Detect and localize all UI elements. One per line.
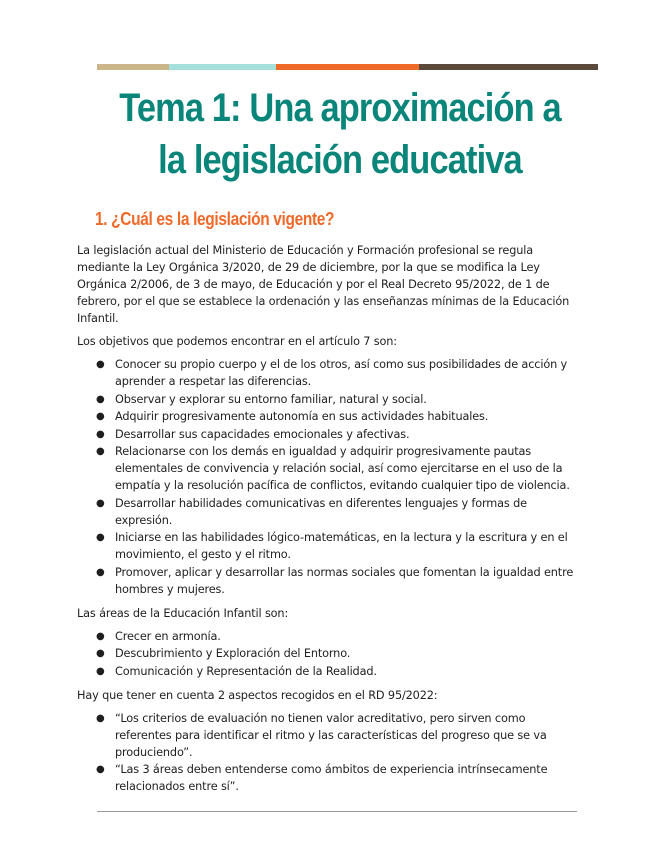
areas-list [77,628,577,680]
objective-text: Adquirir progresivamente autonomía en sus actividades habituales. [115,410,489,423]
list-item [96,645,577,662]
objective-text: Desarrollar habilidades comunicativas en diferentes lenguajes y formas de expresión. [115,496,527,527]
page-title-line-1: Tema 1: Una aproximación a [119,86,561,130]
document-body [77,242,577,802]
bullet-icon: ● [96,428,105,440]
objective-text: Relacionarse con los demás en igualdad y adquirir progresivamente pautas elementales de convivencia y relación social, así como ejercitarse en el uso de la empatía y la resolución pacífica de conflictos, evitando cualquier tipo de violencia. [115,445,570,492]
bullet-icon: ● [96,712,105,724]
list-item [96,426,577,443]
color-bar-segment-aqua [169,64,276,70]
bullet-icon: ● [96,630,105,642]
bullet-icon: ● [96,532,105,543]
footer-divider [97,811,577,812]
objectives-list [77,356,577,598]
list-item [96,443,577,494]
list-item [96,710,577,761]
list-item [96,663,577,680]
bullet-icon: ● [96,411,105,422]
list-item [96,391,577,408]
color-bar-segment-orange [276,64,419,70]
objective-text: Observar y explorar su entorno familiar, natural y social. [115,392,427,406]
objective-text: Promover, aplicar y desarrollar las normas sociales que fomentan la igualdad entre hombres y mujeres. [115,565,574,596]
bullet-icon: ● [96,359,105,370]
area-text: Crecer en armonía. [115,629,221,643]
area-text: Descubrimiento y Exploración del Entorno. [115,647,351,660]
list-item [96,628,577,645]
bullet-icon: ● [96,446,105,457]
aspect-text: “Los criterios de evaluación no tienen valor acreditativo, pero sirven como referentes para identificar el ritmo y las características del progreso que se va produciendo”. [115,711,547,759]
list-item [96,564,577,598]
list-item [96,495,577,529]
intro-paragraph: La legislación actual del Ministerio de Educación y Formación profesional se regula mediante la Ley Orgánica 3/2020, de 29 de diciembre, por la que se modifica la Ley Orgánica 2/2006, de 3 de mayo, de Educación y por el Real Decreto 95/2022, de 1 de febrero, por el que se establece la ordenación y las enseñanzas mínimas de la Educación Infantil. [77,244,570,325]
area-text: Comunicación y Representación de la Realidad. [115,664,377,678]
areas-intro: Las áreas de la Educación Infantil son: [77,606,289,620]
objective-text: Desarrollar sus capacidades emocionales y afectivas. [115,427,410,441]
decorative-color-bar [97,64,598,70]
list-item [96,356,577,390]
objective-text: Iniciarse en las habilidades lógico-matemáticas, en la lectura y la escritura y en el movimiento, el gesto y el ritmo. [115,531,568,561]
bullet-icon: ● [96,665,105,677]
list-item [96,408,577,425]
bullet-icon: ● [96,566,105,578]
list-item [96,529,577,563]
section-heading: 1. ¿Cuál es la legislación vigente? [95,209,335,229]
objective-text: Conocer su propio cuerpo y el de los otros, así como sus posibilidades de acción y aprender a respetar las diferencias. [115,358,568,388]
color-bar-segment-brown [419,64,598,70]
aspects-intro: Hay que tener en cuenta 2 aspectos recogidos en el RD 95/2022: [77,688,438,702]
page-title [99,82,581,186]
bullet-icon: ● [96,648,105,659]
page-title-line-2: la legislación educativa [158,138,522,182]
bullet-icon: ● [96,497,105,509]
list-item [96,761,577,795]
aspects-list [77,710,577,796]
bullet-icon: ● [96,764,105,775]
aspect-text: “Las 3 áreas deben entenderse como ámbitos de experiencia intrínsecamente relacionados entre sí”. [115,763,548,793]
bullet-icon: ● [96,393,105,405]
objectives-intro: Los objetivos que podemos encontrar en el artículo 7 son: [77,335,397,348]
color-bar-segment-beige [97,64,169,70]
